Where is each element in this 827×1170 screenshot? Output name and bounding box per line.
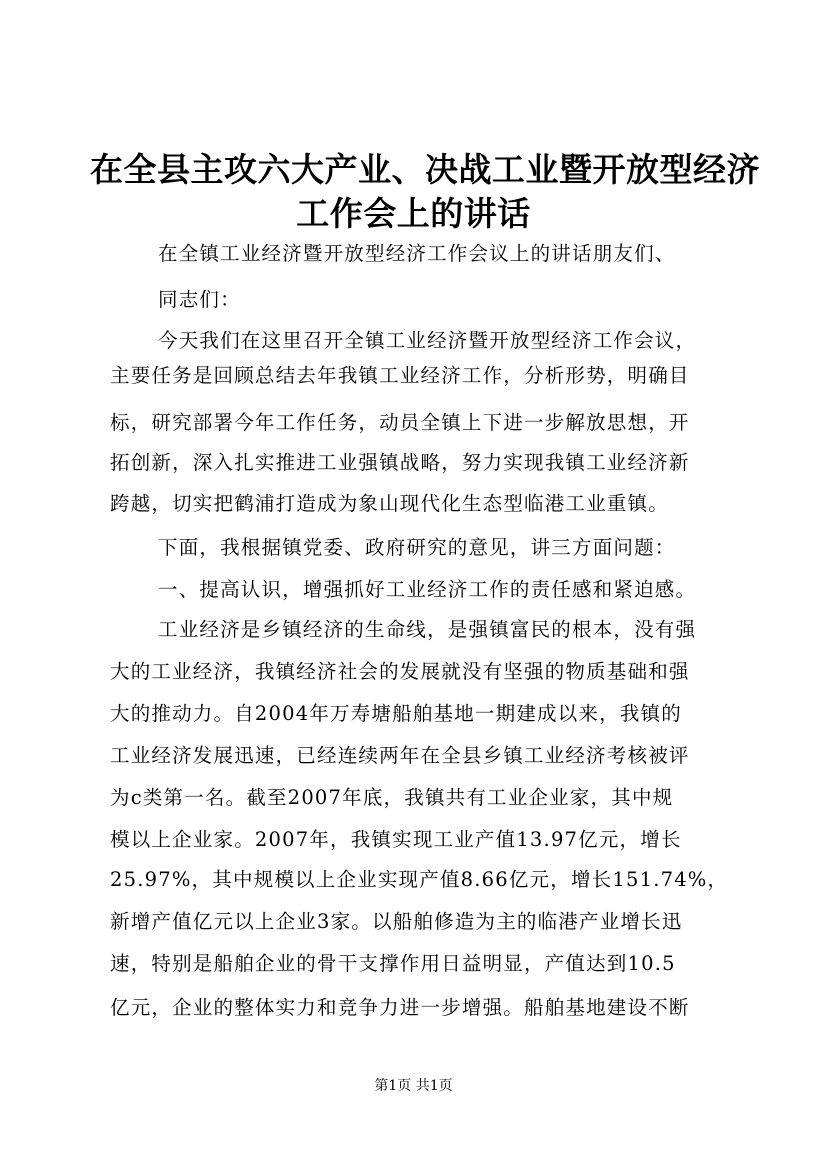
body-line: 今天我们在这里召开全镇工业经济暨开放型经济工作会议， (158, 329, 697, 352)
body-line: 标，研究部署今年工作任务，动员全镇上下进一步解放思想，开 (110, 411, 690, 434)
section-heading: 一、提高认识，增强抓好工业经济工作的责任感和紧迫感。 (158, 578, 697, 601)
body-line: 为c类第一名。截至2007年底，我镇共有工业企业家，其中规 (110, 786, 674, 809)
body-line: 大的工业经济，我镇经济社会的发展就没有坚强的物质基础和强 (110, 660, 690, 683)
document-title-line-1: 在全县主攻六大产业、决战工业暨开放型经济 (90, 150, 760, 189)
body-line: 跨越，切实把鹤浦打造成为象山现代化生态型临港工业重镇。 (110, 492, 669, 515)
body-line: 速，特别是船舶企业的骨干支撑作用日益明显，产值达到10.5 (110, 952, 676, 975)
body-line: 同志们： (158, 288, 241, 311)
body-line: 工业经济是乡镇经济的生命线，是强镇富民的根本，没有强 (158, 618, 697, 641)
body-line: 在全镇工业经济暨开放型经济工作会议上的讲话朋友们、 (158, 242, 676, 265)
body-line: 模以上企业家。2007年，我镇实现工业产值13.97亿元，增长 (110, 828, 682, 851)
body-line: 新增产值亿元以上企业3家。以船舶修造为主的临港产业增长迅 (110, 910, 683, 933)
page-number-footer: 第1页 共1页 (374, 1078, 453, 1094)
body-line: 下面，我根据镇党委、政府研究的意见，讲三方面问题： (158, 536, 676, 559)
body-line: 亿元，企业的整体实力和竞争力进一步增强。船舶基地建设不断 (110, 996, 690, 1019)
body-line: 工业经济发展迅速，已经连续两年在全县乡镇工业经济考核被评 (110, 744, 690, 767)
document-title-line-2: 工作会上的讲话 (296, 194, 531, 233)
body-line: 大的推动力。自2004年万寿塘船舶基地一期建成以来，我镇的 (110, 702, 682, 725)
body-line: 25.97%，其中规模以上企业实现产值8.66亿元，增长151.74%， (110, 868, 729, 891)
body-line: 拓创新，深入扎实推进工业强镇战略，努力实现我镇工业经济新 (110, 451, 690, 474)
body-line: 主要任务是回顾总结去年我镇工业经济工作，分析形势，明确目 (110, 364, 690, 387)
